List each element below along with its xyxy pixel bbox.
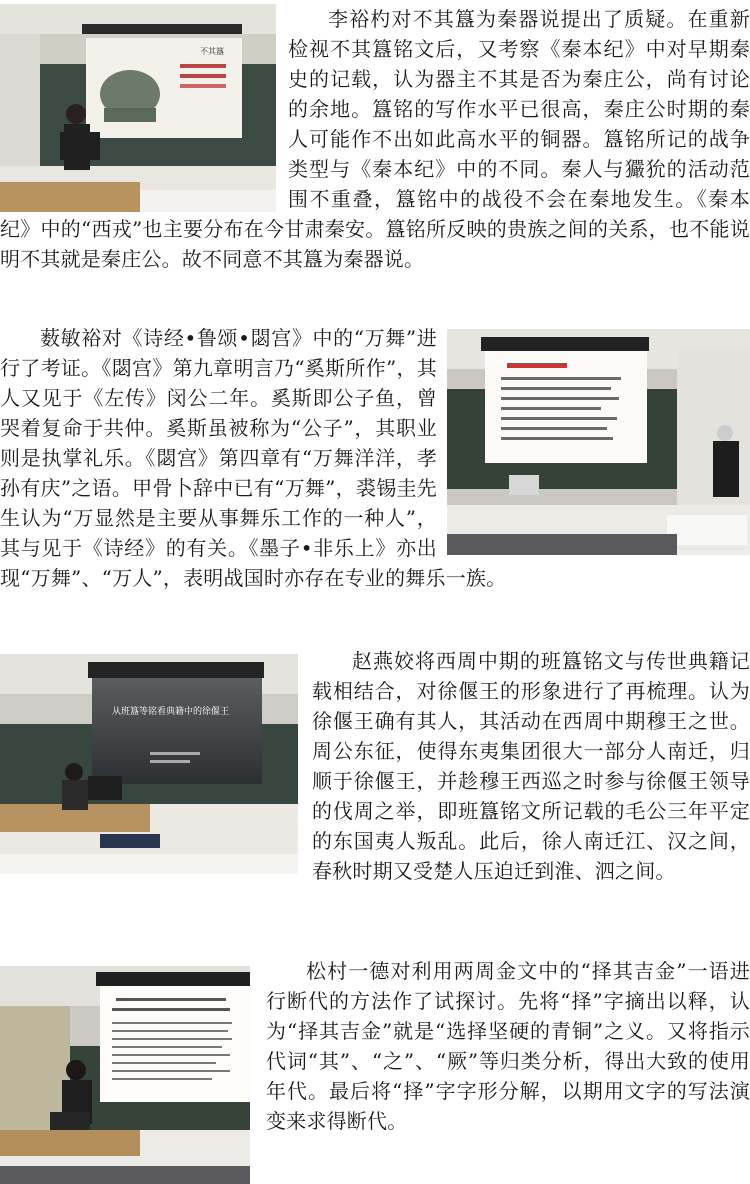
section-li-yubiao bbox=[0, 4, 750, 274]
photo-speaker-3 bbox=[0, 654, 298, 874]
paragraph-yabu-minyu: 薮敏裕对《诗经•鲁颂•閟宫》中的“万舞”进行了考证。《閟宫》第九章明言乃“奚斯所作”，其人又见于《左传》闵公二年。奚斯即公子鱼，曾哭着复命于共仲。奚斯虽被称为“公子”，其职业则是执掌礼乐。《閟宫》第四章有“万舞洋洋，孝孙有庆”之语。甲骨卜辞中已有“万舞”，裘锡圭先生认为“万显然是主要从事舞乐工作的一种人”，其与见于《诗经》的有关。《墨子•非乐上》亦出现“万舞”、“万人”，表明战国时亦存在专业的舞乐一族。 bbox=[0, 326, 507, 590]
section-zhao-yanjiao bbox=[0, 646, 750, 886]
photo-speaker-4 bbox=[0, 966, 250, 1184]
paragraph-li-yubiao: 李裕杓对不其簋为秦器说提出了质疑。在重新检视不其簋铭文后，又考察《秦本纪》中对早期秦史的记载，认为器主不其是否为秦庄公，尚有讨论的余地。簋铭的写作水平已很高，秦庄公时期的秦人可能作不出如此高水平的铜器。簋铭所记的战争类型与《秦本纪》中的不同。秦人与玁狁的活动范围不重叠，簋铭中的战役不会在秦地发生。《秦本纪》中的“西戎”也主要分布在今甘肃秦安。簋铭所反映的贵族之间的关系，也不能说明不其就是秦庄公。故不同意不其簋为秦器说。 bbox=[0, 7, 750, 271]
slide-1-title: 不其簋 bbox=[200, 47, 224, 56]
paragraph-zhao-yanjiao: 赵燕姣将西周中期的班簋铭文与传世典籍记载相结合，对徐偃王的形象进行了再梳理。认为徐偃王确有其人，其活动在西周中期穆王之世。周公东征，使得东夷集团很大一部分人南迁，归顺于徐偃王，并趁穆王西巡之时参与徐偃王领导的伐周之举，即班簋铭文所记载的毛公三年平定的东国夷人叛乱。此后，徐人南迁江、汉之间，春秋时期又受楚人压迫迁到淮、泗之间。 bbox=[312, 649, 750, 883]
slide-3-title: 从班簋等铭看典籍中的徐偃王 bbox=[112, 707, 230, 717]
photo-speaker-1 bbox=[0, 4, 276, 212]
paragraph-matsumura: 松村一德对利用两周金文中的“择其吉金”一语进行断代的方法作了试探讨。先将“择”字摘出以释，认为“择其吉金”就是“选择坚硬的青铜”之义。又将指示代词“其”、“之”、“厥”等归类分析，得出大致的使用年代。最后将“择”字字形分解，以期用文字的写法演变来求得断代。 bbox=[266, 959, 750, 1133]
section-yabu-minyu bbox=[0, 323, 750, 593]
photo-speaker-2 bbox=[447, 329, 750, 555]
section-matsumura bbox=[0, 956, 750, 1184]
